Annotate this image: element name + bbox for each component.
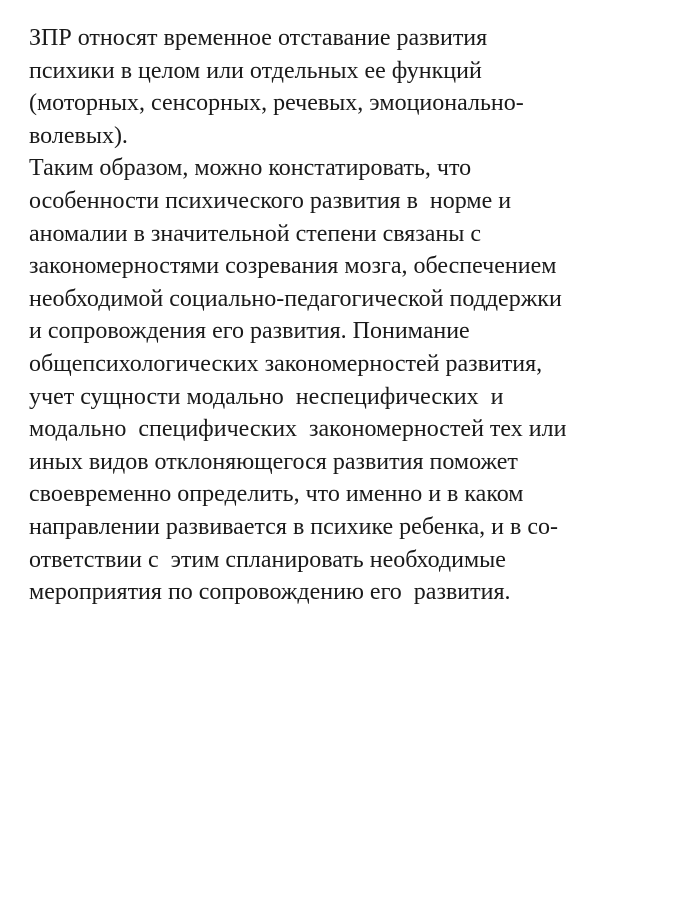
text-line: общепсихологических закономерностей развития, xyxy=(29,350,543,377)
text-line: своевременно определить, что именно и в каком xyxy=(29,481,524,508)
text-line: Таким образом, можно констатировать, что xyxy=(29,155,472,182)
text-line: психики в целом или отдельных ее функций xyxy=(29,57,482,84)
text-line: закономерностями созревания мозга, обеспечением xyxy=(29,253,557,280)
text-line: (моторных, сенсорных, речевых, эмоционально- xyxy=(29,90,524,117)
text-line: иных видов отклоняющегося развития поможет xyxy=(29,448,518,475)
text-line: и сопровождения его развития. Понимание xyxy=(29,318,470,345)
text-line: особенности психического развития в норме и xyxy=(29,187,512,214)
text-line: ЗПР относят временное отставание развития xyxy=(29,25,488,51)
body-text xyxy=(29,22,669,609)
text-line: волевых). xyxy=(29,122,128,149)
text-line: ответствии с этим спланировать необходимые xyxy=(29,546,506,573)
text-line: мероприятия по сопровождению его развития. xyxy=(29,579,511,606)
text-line: направлении развивается в психике ребенка, и в со- xyxy=(29,513,558,540)
text-line: необходимой социально-педагогической поддержки xyxy=(29,285,562,312)
text-line: учет сущности модально неспецифических и xyxy=(29,383,504,410)
text-line: аномалии в значительной степени связаны с xyxy=(29,220,482,247)
text-line: модально специфических закономерностей тех или xyxy=(29,416,567,443)
